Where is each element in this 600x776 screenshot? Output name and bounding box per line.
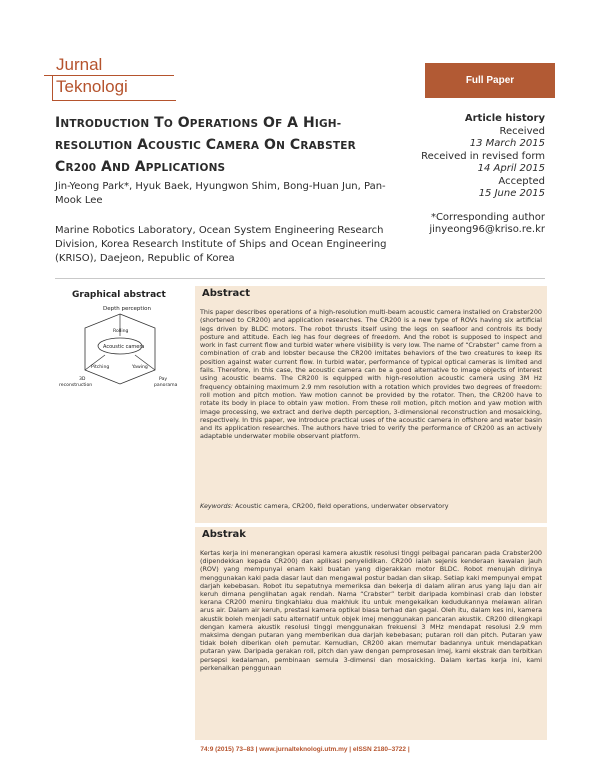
revised-date: 14 April 2015 — [477, 163, 545, 174]
affiliation: Marine Robotics Laboratory, Ocean System Engineering Research Division, Korea Research Institute of Ships and Ocean Engineering (KRISO), Daejeon, Republic of Korea — [55, 225, 387, 264]
logo-rule-bottom — [52, 100, 176, 101]
ga-label-rolling: Rolling — [113, 329, 129, 334]
paper-title — [55, 113, 385, 179]
revised-label: Received in revised form — [421, 150, 545, 162]
ga-label-top: Depth perception — [103, 306, 151, 312]
keywords-label: Keywords: — [200, 502, 233, 510]
logo-rule-left — [52, 75, 53, 101]
author-list: Jin-Yeong Park*, Hyuk Baek, Hyungwon Shim, Bong-Huan Jun, Pan-Mook Lee — [55, 181, 386, 206]
graphical-abstract-heading: Graphical abstract — [72, 290, 166, 300]
ga-label-reconstruction: reconstruction — [59, 383, 93, 388]
received-date: 13 March 2015 — [469, 138, 545, 149]
ga-label-pay: Pay — [159, 377, 168, 382]
keywords — [200, 502, 542, 510]
abstrak-heading: Abstrak — [202, 529, 246, 540]
abstract-heading: Abstract — [202, 288, 251, 299]
corresponding-email[interactable]: jinyeong96@kriso.re.kr — [429, 224, 545, 235]
ga-label-pitching: Pitching — [91, 365, 110, 370]
paper-title-text: INTRODUCTION TO OPERATIONS OF A HIGH-RESOLUTION ACOUSTIC CAMERA ON CRABSTER CR200 AND APPLICATIONS — [55, 115, 356, 175]
history-heading: Article history — [464, 113, 545, 124]
corresponding-label: *Corresponding author — [430, 212, 545, 223]
ga-label-center: Acoustic camera — [103, 344, 145, 350]
logo-rule-top — [44, 75, 174, 76]
full-paper-badge: Full Paper — [425, 63, 555, 98]
abstract-text: This paper describes operations of a high-resolution multi-beam acoustic camera installed on Crabster200 (shortened to CR200) and application researches. The CR200 is a new type of ROVs having six artificial legs driven by BLDC motors. The robot thrusts itself using the legs on seafloor and controls its body posture and attitude. Each leg has four degrees of freedom. And the robot is supposed to inspect and work in fast current flow and turbid water where visibility is very low. The name of “Crabster” came from a combination of crab and lobster because the CR200 imitates behaviors of the two creatures to keep its position against water current flow. In turbid water, performance of typical optical cameras is limited and fails. Therefore, in this case, the acoustic camera can be a good alternative to image objects of interest using acoustic beams. The CR200 is equipped with high-resolution acoustic camera using 3M Hz frequency obtaining maximum 2.9 mm resolution with a rotation which provides two degrees of freedom: roll motion and pitch motion. Yaw motion cannot be provided by the rotator. Then, the CR200 have to rotate its body in place to obtain yaw motion. From these roll motion, pitch motion and yaw motion with image processing, we extract and derive depth perception, 3-dimensional reconstruction and mosaicking, respectively. In this paper, we introduce practical uses of the acoustic camera in offshore and water basin and its application researches. The authors have tried to verify the performance of CR200 as an actively adaptable underwater mobile observant platform. — [200, 308, 542, 441]
section-divider — [55, 278, 545, 279]
abstrak-text: Kertas kerja ini menerangkan operasi kamera akustik resolusi tinggi pelbagai pancaran pada Crabster200 (dipendekkan kepada CR200) dan aplikasi penyelidikan. CR200 ialah sejenis kenderaan kawalan jauh (ROV) yang mempunyai enam kaki buatan yang digerakkan motor BLDC. Robot menujah dirinya menggunakan kaki pada dasar laut dan mengawal postur badan dan sikap. Setiap kaki mempunyai empat darjah kebebasan. Robot itu sepatutnya memeriksa dan bekerja di dalam aliran arus yang laju dan air keruh dimana penglihatan agak rendah. Nama “Crabster” terbit daripada kombinasi crab dan lobster kerana CR200 meniru tingkahlaku dua makhluk itu untuk mengekalkan kedudukannya melawan aliran arus air. Dalam air keruh, prestasi kamera optikal biasa terhad dan gagal. Oleh itu, dalam kes ini, kamera akustik boleh menjadi satu alternatif untuk objek imej menggunakan pancaran akustik. CR200 dilengkapi dengan kamera akustik resolusi tinggi menggunakan frekuensi 3 MHz mendapat resolusi 2.9 mm maksima dengan putaran yang memberikan dua darjah kebebasan; putaran roll dan pitch. Putaran yaw tidak boleh diberikan oleh pemutar. Kemudian, CR200 akan memutar badannya untuk mendapatkan putaran yaw. Daripada gerakan roll, pitch dan yaw dengan pemprosesan imej, kami ekstrak dan terbitkan persepsi kedalaman, pembinaan semula 3-dimensi dan mosaicking. Dalam kertas kerja ini, kami perkenalkan penggunaan — [200, 549, 542, 672]
journal-name-line2: Teknologi — [56, 77, 128, 96]
article-history — [410, 113, 545, 201]
accepted-label: Accepted — [498, 175, 545, 187]
corresponding-author — [410, 212, 545, 236]
accepted-date: 15 June 2015 — [478, 188, 545, 199]
graphical-abstract-figure — [55, 300, 185, 400]
ga-label-panorama: panorama — [154, 383, 178, 388]
received-label: Received — [499, 125, 545, 137]
page-footer: 74:9 (2015) 73–83 | www.jurnalteknologi.utm.my | eISSN 2180–3722 | — [200, 746, 410, 753]
journal-name-line1: Jurnal — [56, 55, 103, 74]
ga-label-3d: 3D — [79, 377, 86, 382]
ga-label-yawing: Yawing — [132, 365, 148, 370]
keywords-value: Acoustic camera, CR200, field operations, underwater observatory — [235, 502, 449, 510]
